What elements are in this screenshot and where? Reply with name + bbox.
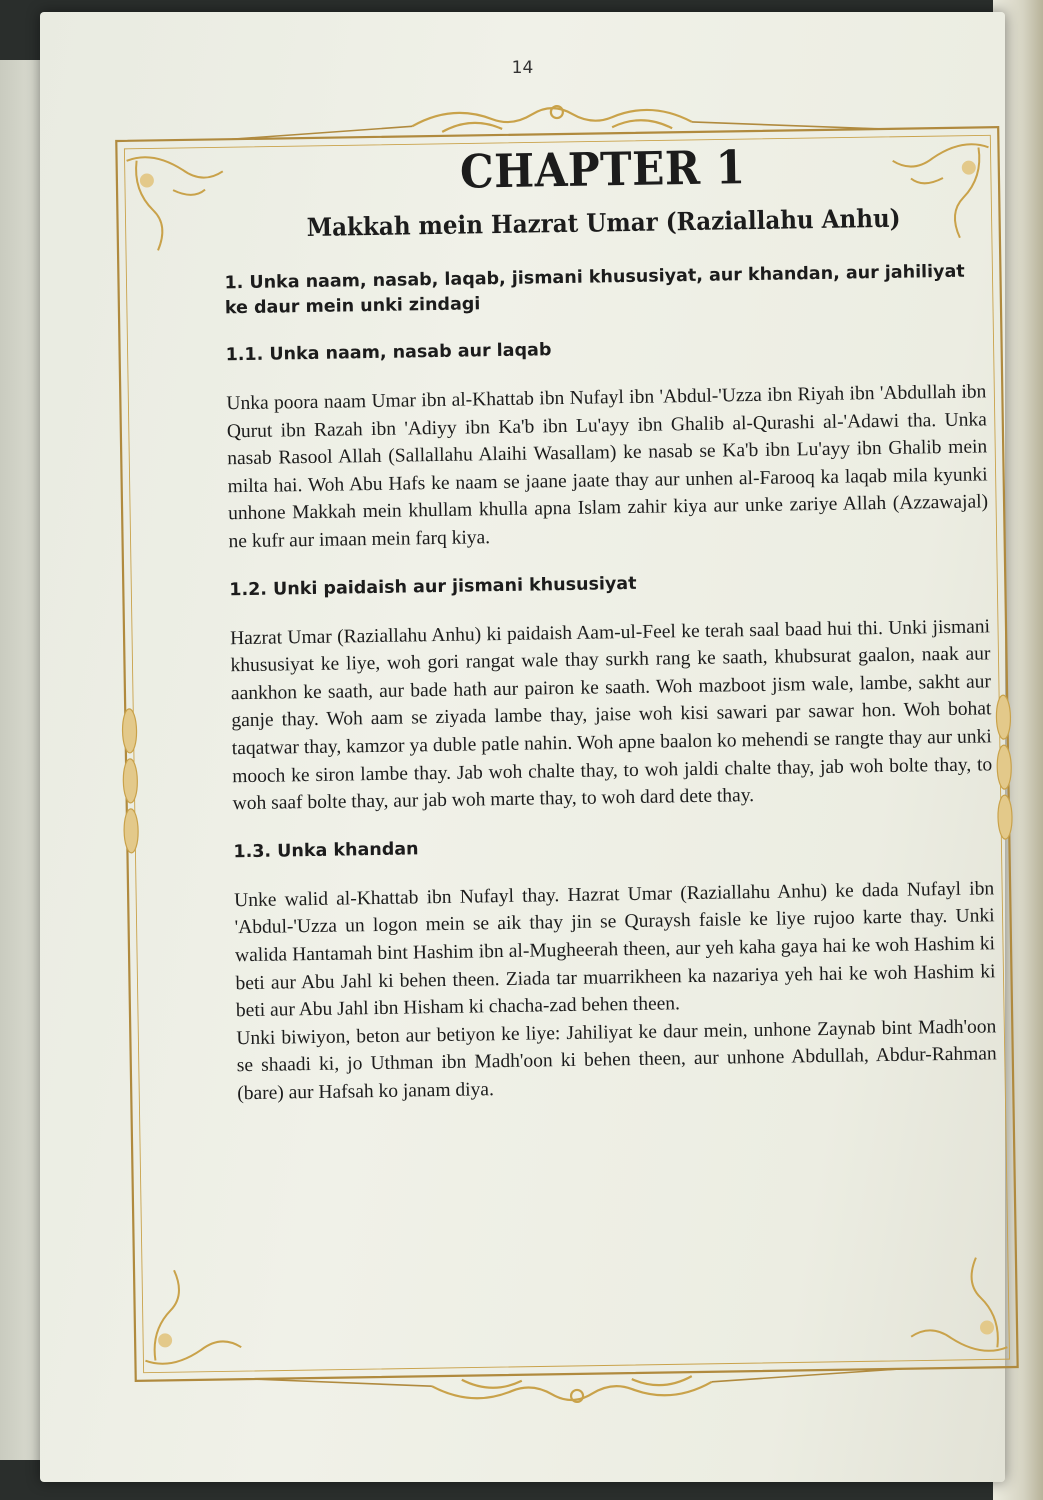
section-1-1-paragraph: Unka poora naam Umar ibn al-Khattab ibn Nufayl ibn 'Abdul-'Uzza ibn Riyah ibn 'Abdullah ibn Qurut ibn Razah ibn 'Adiyy ibn Ka'b ibn Lu'ayy ibn Ghalib al-Qurashi al-'Adawi tha. Unka nasab Rasool Allah (Sallallahu Alaihi Wasallam) ke nasab se Ka'b ibn Lu'ayy ibn Ghalib mein milta hai. Woh Abu Hafs ke naam se jaane jaate thay aur unhen al-Farooq ka laqab mila kyunki unhone Makkah mein khullam khulla apna Islam zahir kiya aur unke zariye Allah (Azzawajal) ne kufr aur imaan mein farq kiya. xyxy=(226,381,989,553)
book-page xyxy=(40,12,1005,1482)
section-1-3-paragraph-1: Unke walid al-Khattab ibn Nufayl thay. Hazrat Umar (Raziallahu Anhu) ke dada Nufayl ibn 'Abdul-'Uzza un logon mein se aik thay jin se Quraysh faisle ke liye rujoo karte thay. Unki walida Hantamah bint Hashim ibn al-Mugheerah theen, aur yeh kaha gaya hai ke woh Hashim ki beti aur Abu Jahl ki behen theen. Ziada tar muarrikheen ka nazariya yeh hai ke woh Hashim ki beti aur Abu Jahl ibn Hisham ki chacha-zad behen theen. xyxy=(234,878,996,1022)
corner-ornament-bottom-left xyxy=(144,1269,241,1364)
section-1-3-heading: 1.3. Unka khandan xyxy=(233,839,419,862)
chapter-title: CHAPTER 1 xyxy=(459,140,746,199)
left-side-ornament xyxy=(122,709,138,853)
chapter-subtitle: Makkah mein Hazrat Umar (Raziallahu Anhu) xyxy=(306,203,901,243)
ornamental-frame xyxy=(111,77,1022,1436)
section-1-2-heading: 1.2. Unki paidaish aur jismani khususiyat xyxy=(229,573,637,600)
section-1-heading: 1. Unka naam, nasab, laqab, jismani khususiyat, aur khandan, aur jahiliyat ke daur mein unki zindagi xyxy=(224,261,965,319)
right-side-ornament xyxy=(996,695,1012,839)
corner-ornament-bottom-right xyxy=(910,1257,1007,1352)
section-1-3-paragraph-2: Unki biwiyon, beton aur betiyon ke liye: Jahiliyat ke daur mein, unhone Zaynab bint Madh'oon se shaadi ki, jo Uthman ibn Madh'oon ki behen theen, aur unhone Abdullah, Abdur-Rahman (bare) aur Hafsah ko janam diya. xyxy=(236,1015,997,1105)
corner-ornament-top-left xyxy=(127,156,224,251)
section-1-2-paragraph: Hazrat Umar (Raziallahu Anhu) ki paidaish Aam-ul-Feel ke terah saal baad hui thi. Unki jismani khususiyat ke liye, woh gori rangat wale thay surkh rang ke saath, khubsurat gaalon, naak aur aankhon ke saath, aur bade hath aur pairon ke saath. Woh mazboot jism wale, lambe, sakht aur ganje thay. Woh aam se ziyada lambe thay, jaise woh kisi sawari par sawar hon. Woh bohat taqatwar thay, kamzor ya duble patle nahin. Woh apne baalon ko mehendi se rangte thay aur unki mooch ke siron lambe thay. Jab woh chalte thay, to woh jaldi chalte thay, jab woh bolte thay, to woh saaf bolte thay, aur jab woh marte thay, to woh dard dete thay. xyxy=(229,615,993,815)
section-1-1-heading: 1.1. Unka naam, nasab aur laqab xyxy=(225,340,552,366)
page-number: 14 xyxy=(511,58,534,78)
page-content xyxy=(222,135,997,1107)
